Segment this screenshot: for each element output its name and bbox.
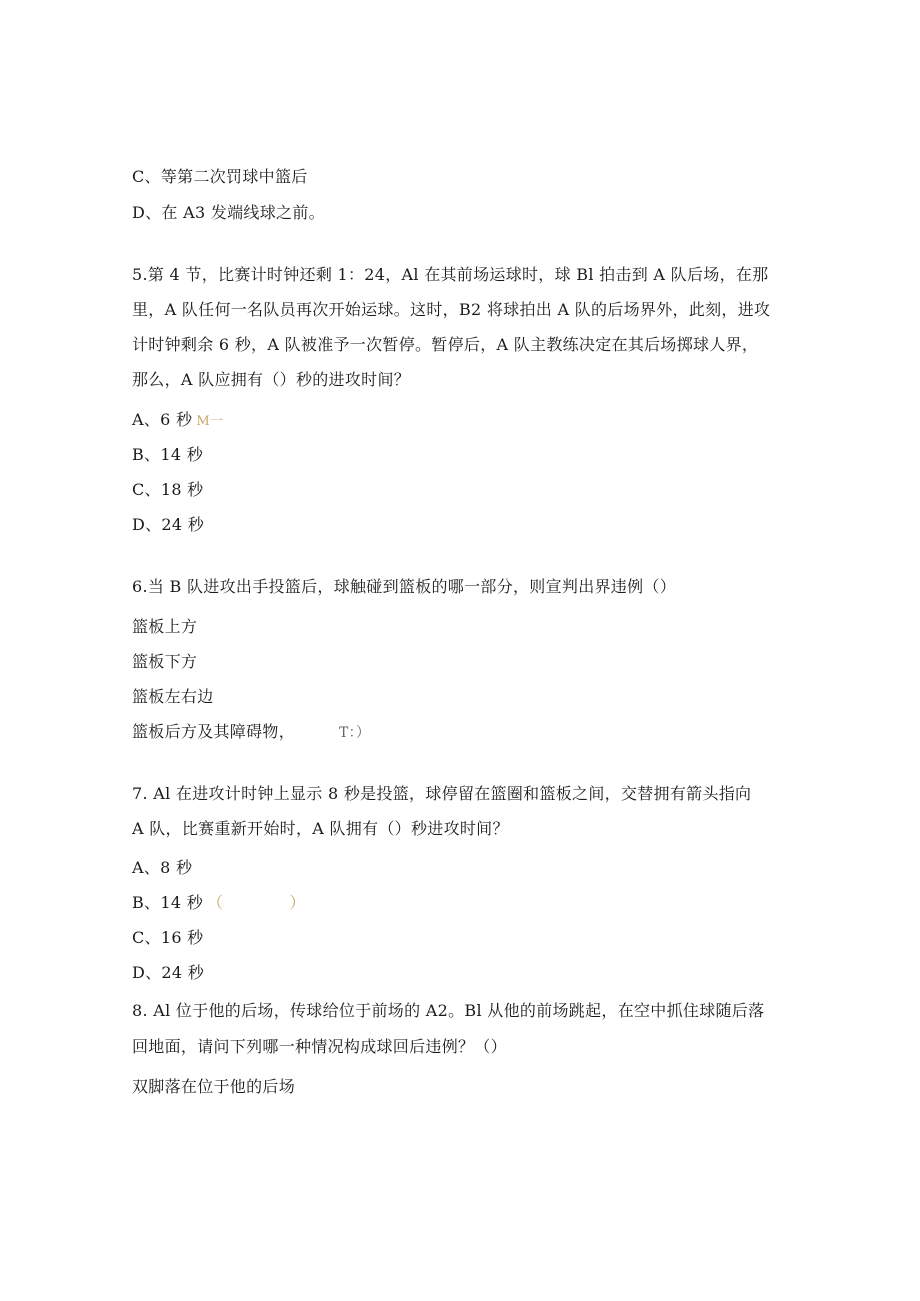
question-8-line-1: 8. Al 位于他的后场，传球给位于前场的 A2。Bl 从他的前场跳起，在空中抓住球随后落 xyxy=(132,1001,765,1020)
option-b-q5: B、14 秒 xyxy=(132,445,204,464)
question-8-line-2: 回地面，请问下列哪一种情况构成球回后违例？（） xyxy=(132,1037,507,1056)
question-5-line-4: 那么，A 队应拥有（）秒的进攻时间？ xyxy=(132,370,411,389)
option-2-q6: 篮板下方 xyxy=(132,652,198,671)
handwritten-mark: M一 xyxy=(196,414,224,429)
option-3-q6: 篮板左右边 xyxy=(132,687,214,706)
option-d-q7: D、24 秒 xyxy=(132,963,205,982)
option-4-q6: 篮板后方及其障碍物， T：） xyxy=(132,722,371,741)
option-c-q7: C、16 秒 xyxy=(132,928,204,947)
paren-close-mark: ） xyxy=(289,893,306,912)
option-d-q4: D、在 A3 发端线球之前。 xyxy=(132,203,325,222)
question-5-line-1: 5.第 4 节，比赛计时钟还剩 1：24，Al 在其前场运球时，球 Bl 拍击到 A 队后场，在那 xyxy=(132,265,769,284)
option-c-q4: C、等第二次罚球中篮后 xyxy=(132,167,308,186)
question-5-line-2: 里，A 队任何一名队员再次开始运球。这时，B2 将球拍出 A 队的后场界外，此刻，进攻 xyxy=(132,300,771,319)
option-c-q5: C、18 秒 xyxy=(132,480,204,499)
paren-open-mark: （ xyxy=(207,893,224,912)
stray-mark: T：） xyxy=(339,725,371,741)
question-7-line-1: 7. Al 在进攻计时钟上显示 8 秒是投篮，球停留在篮圈和篮板之间，交替拥有箭头指向 xyxy=(132,784,752,803)
option-1-q6: 篮板上方 xyxy=(132,617,198,636)
question-7-line-2: A 队，比赛重新开始时，A 队拥有（）秒进攻时间？ xyxy=(132,819,509,838)
option-b-q7: B、14 秒 （ ） xyxy=(132,893,306,912)
question-5-line-3: 计时钟剩余 6 秒，A 队被准予一次暂停。暂停后，A 队主教练决定在其后场掷球人界， xyxy=(132,335,759,354)
question-6: 6.当 B 队进攻出手投篮后，球触碰到篮板的哪一部分，则宣判出界违例（） xyxy=(132,577,676,596)
option-d-q5: D、24 秒 xyxy=(132,515,205,534)
option-a-q5: A、6 秒 M一 xyxy=(132,410,224,429)
option-a-q7: A、8 秒 xyxy=(132,858,193,877)
option-1-q8: 双脚落在位于他的后场 xyxy=(132,1077,296,1096)
